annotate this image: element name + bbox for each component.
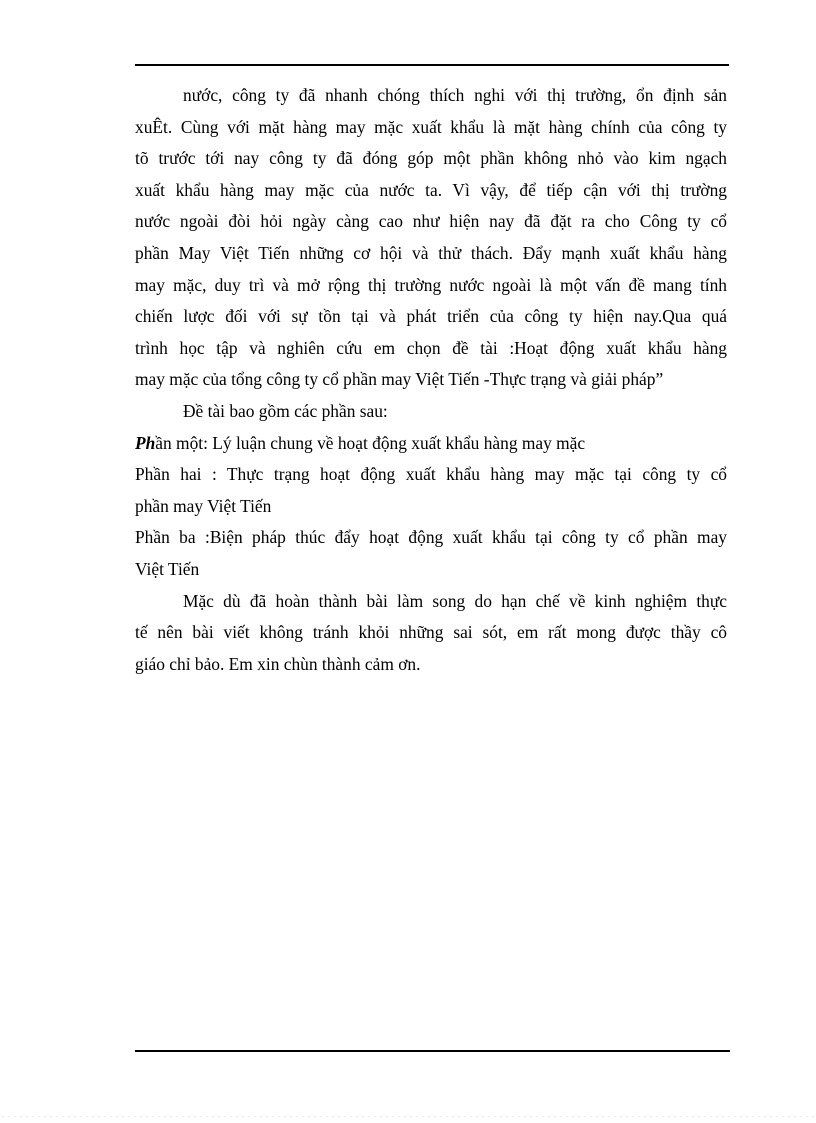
part-three-line: Việt Tiến <box>135 558 200 579</box>
text-line: phần May Việt Tiến những cơ hội và thử thách. Đẩy mạnh xuất khẩu hàng <box>135 242 727 263</box>
page-edge-dots <box>0 1116 816 1117</box>
part-three-line: Phần ba :Biện pháp thúc đẩy hoạt động xuất khẩu tại công ty cổ phần may <box>135 527 727 548</box>
text-line: nước, công ty đã nhanh chóng thích nghi với thị trường, ổn định sản <box>183 85 727 105</box>
part-two-line: Phần hai : Thực trạng hoạt động xuất khẩu hàng may mặc tại công ty cổ <box>135 464 727 485</box>
part-one-text: ần một: Lý luận chung về hoạt động xuất khẩu hàng may mặc <box>155 432 586 453</box>
text-line: may mặc của tổng công ty cổ phần may Việt Tiến -Thực trạng và giải pháp” <box>135 369 664 390</box>
text-line: trình học tập và nghiên cứu em chọn đề tài :Hoạt động xuất khẩu hàng <box>135 337 727 358</box>
part-one-line <box>135 428 727 460</box>
text-line: chiến lược đối với sự tồn tại và phát triển của công ty hiện nay.Qua quá <box>135 306 727 327</box>
text-line: may mặc, duy trì và mở rộng thị trường nước ngoài là một vấn đề mang tính <box>135 274 727 295</box>
part-one-prefix: Ph <box>135 432 156 453</box>
text-line: tõ trước tới nay công ty đã đóng góp một phần không nhỏ vào kim ngạch <box>135 148 727 169</box>
parts-intro: Đề tài bao gồm các phần sau: <box>183 400 388 421</box>
document-body <box>135 80 727 680</box>
text-line: xuÊt. Cùng với mặt hàng may mặc xuất khẩu là mặt hàng chính của công ty <box>135 116 727 137</box>
footer-rule <box>135 1050 730 1052</box>
part-two-line: phần may Việt Tiến <box>135 495 272 516</box>
header-rule <box>135 64 729 66</box>
text-line: xuất khẩu hàng may mặc của nước ta. Vì vậy, để tiếp cận với thị trường <box>135 179 727 200</box>
text-line: nước ngoài đòi hỏi ngày càng cao như hiện nay đã đặt ra cho Công ty cổ <box>135 211 727 232</box>
closing-line: tế nên bài viết không tránh khỏi những sai sót, em rất mong được thầy cô <box>135 622 727 643</box>
closing-line: giáo chỉ bảo. Em xin chùn thành cảm ơn. <box>135 653 421 674</box>
closing-line: Mặc dù đã hoàn thành bài làm song do hạn chế về kinh nghiệm thực <box>183 590 727 611</box>
